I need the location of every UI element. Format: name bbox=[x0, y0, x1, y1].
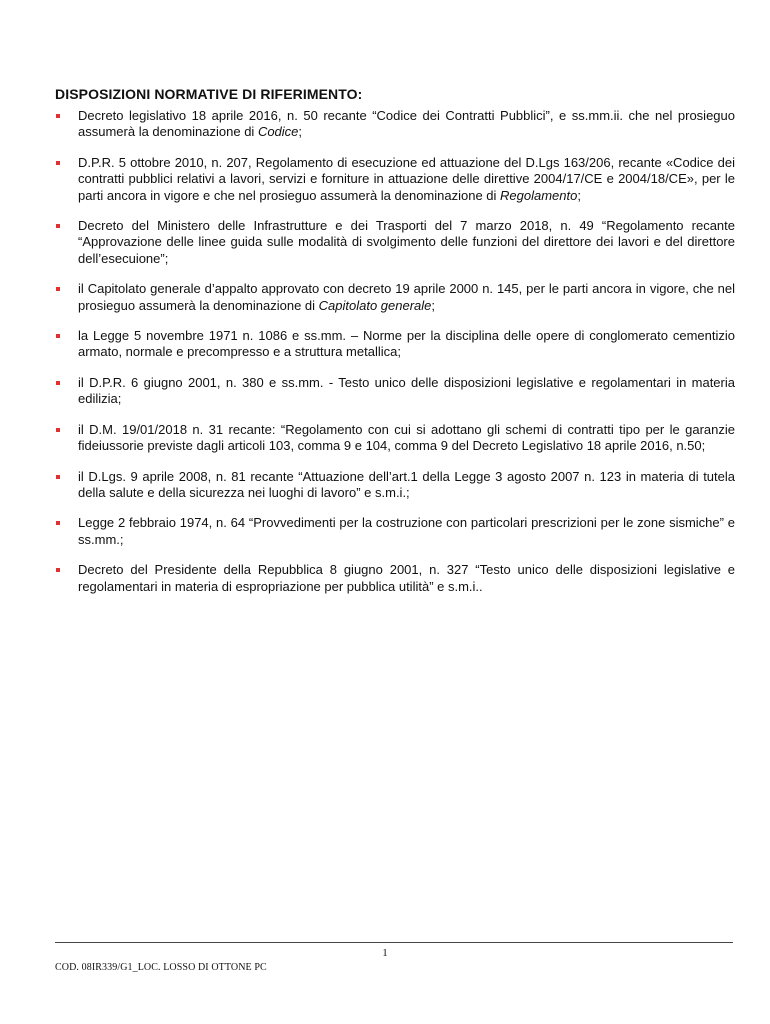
list-item bbox=[55, 375, 735, 408]
list-item-text bbox=[78, 218, 735, 266]
text-segment: il D.M. 19/01/2018 n. 31 recante: “Regolamento con cui si adottano gli schemi di contratti tipo per le garanzie fideiussorie previste dagli articoli 103, comma 9 e 104, comma 9 del Decreto Legislativo 18 aprile 2016, n.50; bbox=[78, 421, 735, 454]
regulation-list bbox=[55, 108, 735, 595]
list-item-text bbox=[78, 328, 735, 359]
italic-term: Capitolato generale bbox=[318, 297, 432, 313]
list-item-text bbox=[78, 515, 735, 546]
list-item bbox=[55, 218, 735, 267]
bullet-icon bbox=[56, 114, 60, 118]
text-segment: il D.Lgs. 9 aprile 2008, n. 81 recante “Attuazione dell’art.1 della Legge 3 agosto 2007 n. 123 in materia di tutela della salute e della sicurezza nei luoghi di lavoro” e s.m.i.; bbox=[78, 468, 735, 500]
list-item bbox=[55, 108, 735, 141]
list-item bbox=[55, 515, 735, 548]
bullet-icon bbox=[56, 475, 60, 479]
list-item bbox=[55, 328, 735, 361]
list-item-text bbox=[78, 108, 735, 139]
list-item-text bbox=[78, 469, 735, 500]
list-item-text bbox=[78, 281, 735, 312]
list-item-text bbox=[78, 155, 735, 203]
list-item bbox=[55, 562, 735, 595]
text-segment: ; bbox=[298, 124, 303, 140]
text-segment: ; bbox=[431, 297, 436, 313]
page-number: 1 bbox=[382, 947, 388, 959]
bullet-icon bbox=[56, 381, 60, 385]
text-segment: Decreto del Presidente della Repubblica 8 giugno 2001, n. 327 “Testo unico delle disposizioni legislative e regolamentari in materia di espropriazione per pubblica utilità” e s.m.i.. bbox=[78, 562, 735, 594]
bullet-icon bbox=[56, 224, 60, 228]
section-heading: DISPOSIZIONI NORMATIVE DI RIFERIMENTO: bbox=[55, 86, 363, 102]
list-item-text bbox=[78, 375, 735, 406]
text-segment: D.P.R. 5 ottobre 2010, n. 207, Regolamento di esecuzione ed attuazione del D.Lgs 163/206, recante «Codice dei contratti pubblici relativi a lavori, servizi e forniture in attuazione delle direttive 2004/17/CE e 2004/18/CE», per le parti ancora in vigore e che nel prosieguo assumerà la denominazione di bbox=[78, 154, 735, 203]
bullet-icon bbox=[56, 428, 60, 432]
text-segment: ; bbox=[577, 187, 581, 203]
list-item bbox=[55, 281, 735, 314]
text-segment: Decreto del Ministero delle Infrastrutture e dei Trasporti del 7 marzo 2018, n. 49 “Regolamento recante “Approvazione delle linee guida sulle modalità di svolgimento delle funzioni del direttore dei lavori e del direttore dell’esecuione”; bbox=[78, 218, 735, 266]
footer-divider bbox=[55, 942, 733, 943]
text-segment: la Legge 5 novembre 1971 n. 1086 e ss.mm. – Norme per la disciplina delle opere di conglomerato cementizio armato, normale e precompresso e a struttura metallica; bbox=[78, 328, 735, 360]
italic-term: Regolamento bbox=[500, 187, 578, 203]
list-item-text bbox=[78, 562, 735, 593]
text-segment: il D.P.R. 6 giugno 2001, n. 380 e ss.mm. - Testo unico delle disposizioni legislative e regolamentari in materia edilizia; bbox=[78, 374, 735, 407]
list-item bbox=[55, 155, 735, 204]
list-item bbox=[55, 469, 735, 502]
bullet-icon bbox=[56, 568, 60, 572]
bullet-icon bbox=[56, 287, 60, 291]
text-segment: il Capitolato generale d’appalto approvato con decreto 19 aprile 2000 n. 145, per le parti ancora in vigore, che nel prosieguo assumerà la denominazione di bbox=[78, 281, 735, 313]
bullet-icon bbox=[56, 334, 60, 338]
bullet-icon bbox=[56, 161, 60, 165]
list-item bbox=[55, 422, 735, 455]
document-code: COD. 08IR339/G1_LOC. LOSSO DI OTTONE PC bbox=[55, 962, 267, 973]
text-segment: Decreto legislativo 18 aprile 2016, n. 50 recante “Codice dei Contratti Pubblici”, e ss.mm.ii. che nel prosieguo assumerà la denominazione di bbox=[78, 108, 735, 140]
bullet-icon bbox=[56, 521, 60, 525]
list-item-text bbox=[78, 422, 735, 453]
italic-term: Codice bbox=[257, 124, 299, 140]
text-segment: Legge 2 febbraio 1974, n. 64 “Provvedimenti per la costruzione con particolari prescrizioni per le zone sismiche” e ss.mm.; bbox=[78, 515, 735, 547]
